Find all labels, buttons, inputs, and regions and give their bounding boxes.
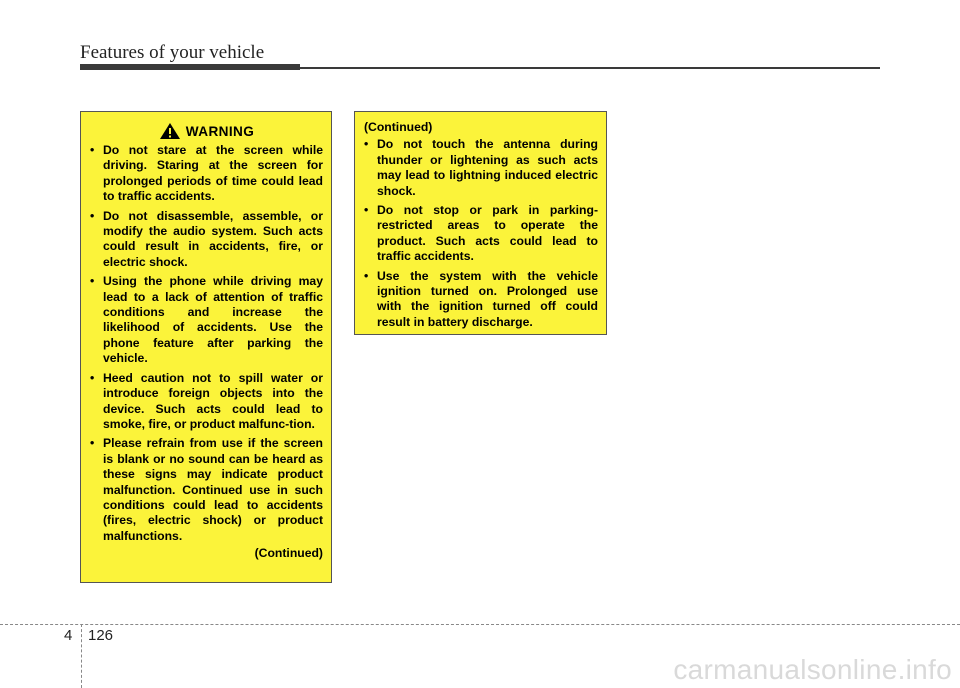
list-item [90, 371, 323, 433]
list-item-text: Do not touch the antenna during thunder or lightening as such acts may lead to lightning induced electric shock. [377, 137, 598, 198]
bullet-icon: • [90, 436, 95, 451]
header-title: Features of your vehicle [80, 42, 265, 63]
list-item [90, 209, 323, 271]
warning-heading [90, 122, 323, 140]
list-item-text: Do not stop or park in parking-restricted areas to operate the product. Such acts could lead to traffic accidents. [377, 203, 598, 264]
list-item-text: Do not disassemble, assemble, or modify the audio system. Such acts could result in accidents, fire, or electric shock. [103, 208, 323, 269]
list-item [90, 143, 323, 205]
warning-box [80, 111, 332, 583]
footer-divider [81, 624, 82, 688]
chapter-number: 4 [64, 627, 73, 644]
list-item [364, 203, 598, 265]
list-item-text: Use the system with the vehicle ignition turned on. Prolonged use with the ignition turned off could result in battery discharge. [377, 268, 598, 329]
header-bar-thick [80, 64, 300, 70]
watermark: carmanualsonline.info [673, 654, 952, 685]
continued-list [364, 137, 598, 330]
warning-triangle-icon [159, 122, 181, 140]
bullet-icon: • [90, 370, 95, 385]
bullet-icon: • [90, 274, 95, 289]
list-item-text: Using the phone while driving may lead to a lack of attention of traffic conditions and increase the likelihood of accidents. Use the phone feature after parking the vehicle. [103, 274, 323, 366]
bullet-icon: • [90, 143, 95, 157]
bullet-icon: • [364, 268, 369, 283]
continued-label: (Continued) [254, 546, 323, 561]
warning-title: WARNING [185, 123, 255, 139]
list-item-text: Please refrain from use if the screen is blank or no sound can be heard as these signs may indicate product malfunction. Continued use in such conditions could lead to accidents (fires, electric shock) or product malfunctions. [103, 436, 323, 543]
bullet-icon: • [364, 203, 369, 218]
bullet-icon: • [90, 208, 95, 223]
page-number: 126 [88, 627, 114, 644]
list-item-text: Heed caution not to spill water or introduce foreign objects into the device. Such acts could lead to smoke, fire, or product malfunc-tion. [103, 370, 323, 431]
list-item [90, 274, 323, 366]
list-item [364, 269, 598, 331]
warning-list [90, 143, 323, 544]
bullet-icon: • [364, 137, 369, 152]
continued-label: (Continued) [364, 120, 433, 134]
continued-box [354, 111, 607, 335]
list-item-text: Do not stare at the screen while driving. Staring at the screen for prolonged periods of time could lead to traffic accidents. [103, 143, 323, 204]
list-item [364, 137, 598, 199]
list-item [90, 436, 323, 544]
header-bar-thin [300, 67, 880, 69]
footer-rule [0, 624, 960, 625]
